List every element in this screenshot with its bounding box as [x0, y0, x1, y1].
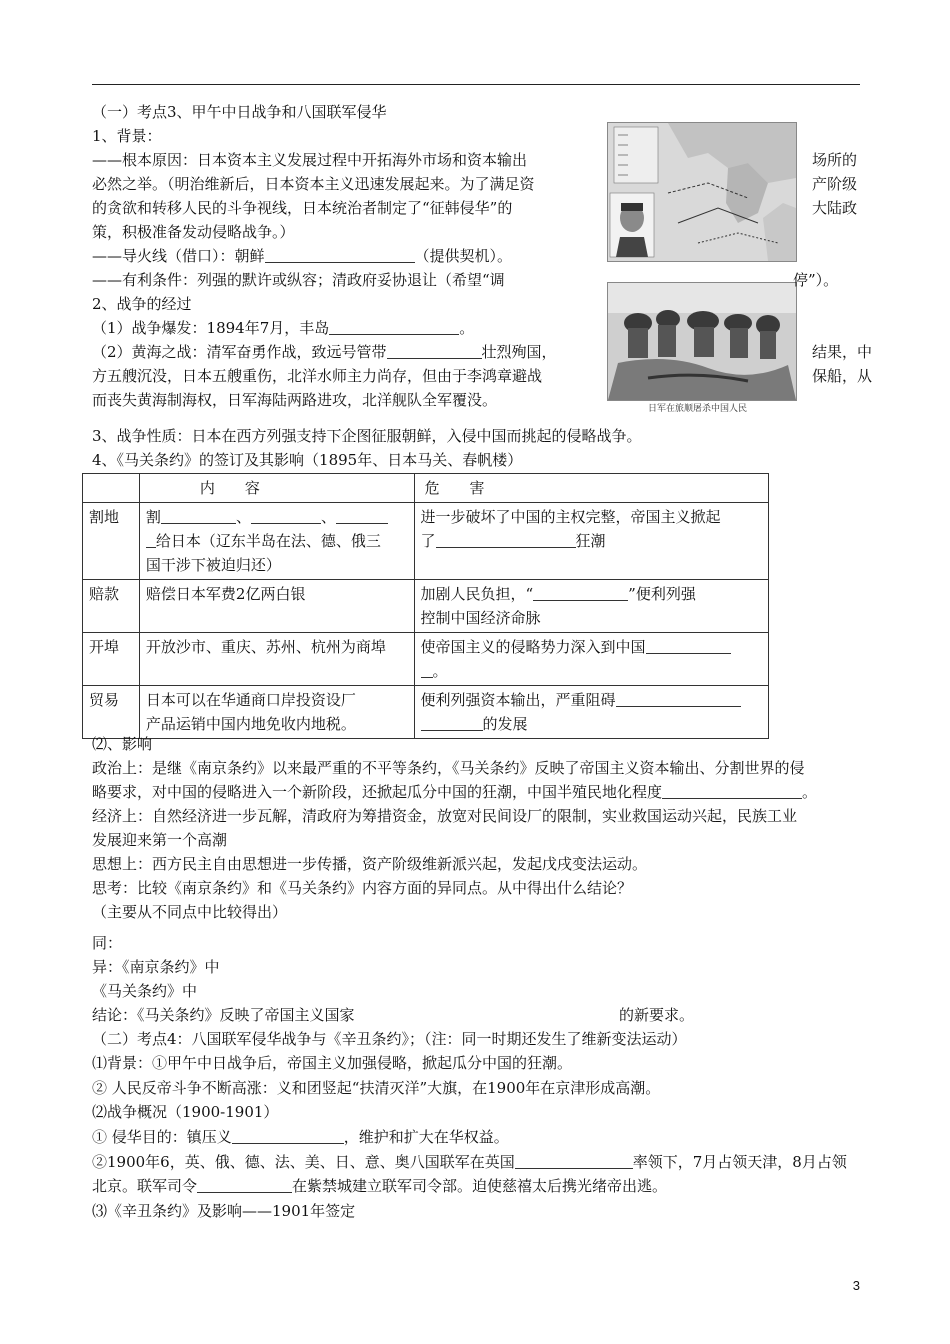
fengdao-blank[interactable]: [329, 319, 459, 335]
captain-blank[interactable]: [387, 343, 482, 359]
yellow-sea-line1-end: 结果，中: [812, 343, 873, 361]
background-title: 1、背景：: [92, 127, 162, 145]
row-content: 赔偿日本军费2亿两白银: [139, 580, 414, 633]
cede-blank-1[interactable]: [161, 508, 236, 524]
influence-title: ⑵、影响: [92, 735, 153, 753]
course-title: 2、战争的经过: [92, 295, 192, 313]
root-cause-line4: 策，积极准备发动侵略战争。）: [92, 223, 295, 241]
fuse-blank[interactable]: [265, 247, 415, 263]
inland-blank-2[interactable]: [421, 662, 433, 678]
root-cause-line2: 必然之举。（明治维新后，日本资本主义迅速发展起来。为了满足资: [92, 175, 535, 193]
row-item: 赔款: [83, 580, 140, 633]
row-content: 开放沙市、重庆、苏州、杭州为商埠: [139, 633, 414, 686]
root-cause-line1: ——根本原因：日本资本主义发展过程中开拓海外市场和资本输出: [92, 151, 528, 169]
table-header-row: [83, 474, 769, 503]
cede-blank-3[interactable]: [336, 508, 388, 524]
allied-line2: 北京。联军司令 在紫禁城建立联军司令部。迫使慈禧太后携光绪帝出逃。: [92, 1177, 668, 1195]
economy-line2: 发展迎来第一个高潮: [92, 831, 228, 849]
allied-commander-blank[interactable]: [197, 1177, 292, 1193]
table-row: [83, 633, 769, 686]
table-header-content: 内 容: [139, 474, 414, 503]
war-map-image: [608, 123, 796, 261]
think-question: 思考：比较《南京条约》和《马关条约》内容方面的异同点。从中得出什么结论？: [92, 879, 633, 897]
commander-blank[interactable]: [515, 1153, 633, 1169]
think-hint: （主要从不同点中比较得出）: [92, 903, 288, 921]
maguan-line: 《马关条约》中: [92, 982, 198, 1000]
favorable-line: ——有利条件：列强的默许或纵容；清政府妥协退让（希望“调: [92, 271, 505, 289]
war-nature: 3、战争性质：日本在西方列强支持下企图征服朝鲜，入侵中国而挑起的侵略战争。: [92, 427, 642, 445]
row-content: 割 、 、 给日本（辽东半岛在法、德、俄三 国干涉下被迫归还）: [139, 503, 414, 580]
photo-caption: 日军在旅顺屠杀中国人民: [648, 404, 748, 414]
massacre-photo-figure: [607, 282, 797, 401]
cede-blank-4[interactable]: [146, 532, 156, 548]
same-line: 同：: [92, 934, 123, 952]
root-cause-line1-end: 场所的: [812, 151, 858, 169]
maguan-treaty-table: [82, 473, 769, 739]
invasion-aim: ① 侵华目的：镇压义 ，维护和扩大在华权益。: [92, 1128, 509, 1146]
yellow-sea-line2-end: 保船，从: [812, 367, 873, 385]
war-overview: ⑵战争概况（1900-1901）: [92, 1103, 279, 1121]
section2-background-2: ② 人民反帝斗争不断高涨：义和团竖起“扶清灭洋”大旗，在1900年在京津形成高潮。: [92, 1079, 661, 1097]
cede-blank-2[interactable]: [251, 508, 321, 524]
conclusion-line: 结论：《马关条约》反映了帝国主义国家: [92, 1006, 355, 1024]
industry-blank-2[interactable]: [421, 715, 483, 731]
table-header-harm: 危 害: [414, 474, 769, 503]
politics-line2: 略要求，对中国的侵略进入一个新阶段，还掀起瓜分中国的狂潮，中国半殖民地化程度 。: [92, 783, 818, 801]
inland-blank-1[interactable]: [646, 638, 731, 654]
yellow-sea-line2: 方五艘沉没，日本五艘重伤，北洋水师主力尚存，但由于李鸿章避战: [92, 367, 543, 385]
outbreak-line: （1）战争爆发：1894年7月，丰岛 。: [92, 319, 475, 337]
treaty-title: 4、《马关条约》的签订及其影响（1895年、日本马关、春帆楼）: [92, 451, 523, 469]
thought-line: 思想上：西方民主自由思想进一步传播，资产阶级维新派兴起，发起戊戌变法运动。: [92, 855, 648, 873]
loan-blank[interactable]: [533, 585, 628, 601]
row-harm: 使帝国主义的侵略势力深入到中国 。: [414, 633, 769, 686]
partition-blank[interactable]: [436, 532, 576, 548]
conclusion-line-end: 的新要求。: [619, 1006, 695, 1024]
industry-blank-1[interactable]: [616, 691, 741, 707]
massacre-photo-image: [608, 283, 796, 400]
row-item: 开埠: [83, 633, 140, 686]
root-cause-line2-end: 产阶级: [812, 175, 858, 193]
allied-line1: ②1900年6，英、俄、德、法、美、日、意、奥八国联军在英国 率领下，7月占领天津，8月占领: [92, 1153, 847, 1171]
root-cause-line3-end: 大陆政: [812, 199, 858, 217]
semicolonial-blank[interactable]: [662, 783, 802, 799]
diff-line: 异：《南京条约》中: [92, 958, 220, 976]
favorable-line-end: 停”）。: [793, 271, 839, 289]
row-item: 贸易: [83, 686, 140, 739]
row-harm: 进一步破坏了中国的主权完整，帝国主义掀起 了 狂潮: [414, 503, 769, 580]
table-header-item: [83, 474, 140, 503]
section2-heading: （二）考点4：八国联军侵华战争与《辛丑条约》；（注：同一时期还发生了维新变法运动）: [92, 1030, 687, 1048]
economy-line1: 经济上：自然经济进一步瓦解，清政府为筹措资金，放宽对民间设厂的限制，实业救国运动兴起，民族工业: [92, 807, 798, 825]
root-cause-line3: 的贪欲和转移人民的斗争视线，日本统治者制定了“征韩侵华”的: [92, 199, 513, 217]
row-content: 日本可以在华通商口岸投资设厂 产品运销中国内地免收内地税。: [139, 686, 414, 739]
page-number: 3: [852, 1278, 860, 1293]
row-harm: 便利列强资本输出，严重阻碍 的发展: [414, 686, 769, 739]
table-row: [83, 503, 769, 580]
yellow-sea-line1: （2）黄海之战：清军奋勇作战，致远号管带 壮烈殉国，: [92, 343, 557, 361]
xinchou-title: ⑶《辛丑条约》及影响——1901年签定: [92, 1202, 356, 1220]
table-row: [83, 580, 769, 633]
table-row: [83, 686, 769, 739]
yellow-sea-line3: 而丧失黄海制海权，日军海陆两路进攻，北洋舰队全军覆没。: [92, 391, 498, 409]
boxer-blank[interactable]: [232, 1128, 344, 1144]
section1-heading: （一）考点3、甲午中日战争和八国联军侵华: [92, 103, 387, 121]
row-harm: 加剧人民负担，“ ”便利列强 控制中国经济命脉: [414, 580, 769, 633]
header-rule: [92, 84, 860, 85]
war-map-figure: [607, 122, 797, 262]
section2-background: ⑴背景：①甲午中日战争后，帝国主义加强侵略，掀起瓜分中国的狂潮。: [92, 1054, 573, 1072]
row-item: 割地: [83, 503, 140, 580]
politics-line1: 政治上：是继《南京条约》以来最严重的不平等条约，《马关条约》反映了帝国主义资本输出、分割世界的侵: [92, 759, 805, 777]
fuse-line: ——导火线（借口）：朝鲜 （提供契机）。: [92, 247, 513, 265]
